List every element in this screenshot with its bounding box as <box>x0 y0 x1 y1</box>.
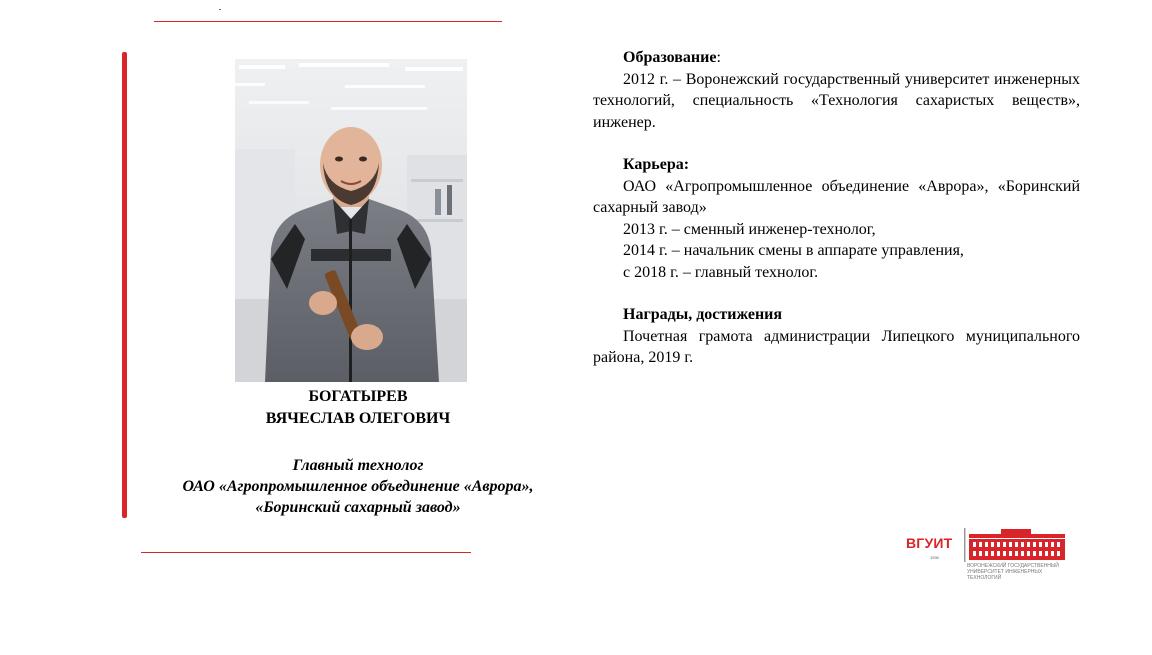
awards-text: Почетная грамота администрации Липецкого муниципального района, 2019 г. <box>593 327 1080 366</box>
career-heading: Карьера: <box>623 156 690 173</box>
career-item: 2013 г. – сменный инженер-технолог, <box>623 220 876 238</box>
person-position <box>140 455 576 518</box>
person-given-names: ВЯЧЕСЛАВ ОЛЕГОВИЧ <box>265 410 451 427</box>
career-company: ОАО «Агропромышленное объединение «Аврора», «Боринский сахарный завод» <box>593 177 1080 216</box>
logo-abbr: ВГУИТ <box>906 535 953 551</box>
person-name <box>140 386 576 430</box>
logo-subtitle: ВОРОНЕЖСКИЙ ГОСУДАРСТВЕННЫЙ УНИВЕРСИТЕТ ИНЖЕНЕРНЫХ ТЕХНОЛОГИЙ <box>967 563 1059 581</box>
dot-mark <box>219 9 221 10</box>
position-title: Главный технолог <box>292 457 424 474</box>
awards-heading: Награды, достижения <box>623 306 783 323</box>
education-text: 2012 г. – Воронежский государственный университет инженерных технологий, специальность «Технология сахаристых веществ», инженер. <box>593 70 1080 131</box>
position-company-line1: ОАО «Агропромышленное объединение «Аврора», <box>182 478 534 495</box>
education-heading: Образование: <box>623 49 721 66</box>
biography <box>593 47 1080 369</box>
person-surname: БОГАТЫРЕВ <box>308 388 408 405</box>
building-icon <box>961 526 1071 562</box>
top-divider <box>154 21 502 22</box>
portrait-photo <box>235 59 467 382</box>
career-item: с 2018 г. – главный технолог. <box>623 263 819 281</box>
position-company-line2: «Боринский сахарный завод» <box>255 499 461 516</box>
bottom-divider <box>141 552 471 553</box>
logo-year: 1930 <box>930 555 939 560</box>
university-logo <box>903 526 1071 586</box>
career-item: 2014 г. – начальник смены в аппарате управления, <box>623 242 964 259</box>
accent-bar <box>122 52 127 518</box>
